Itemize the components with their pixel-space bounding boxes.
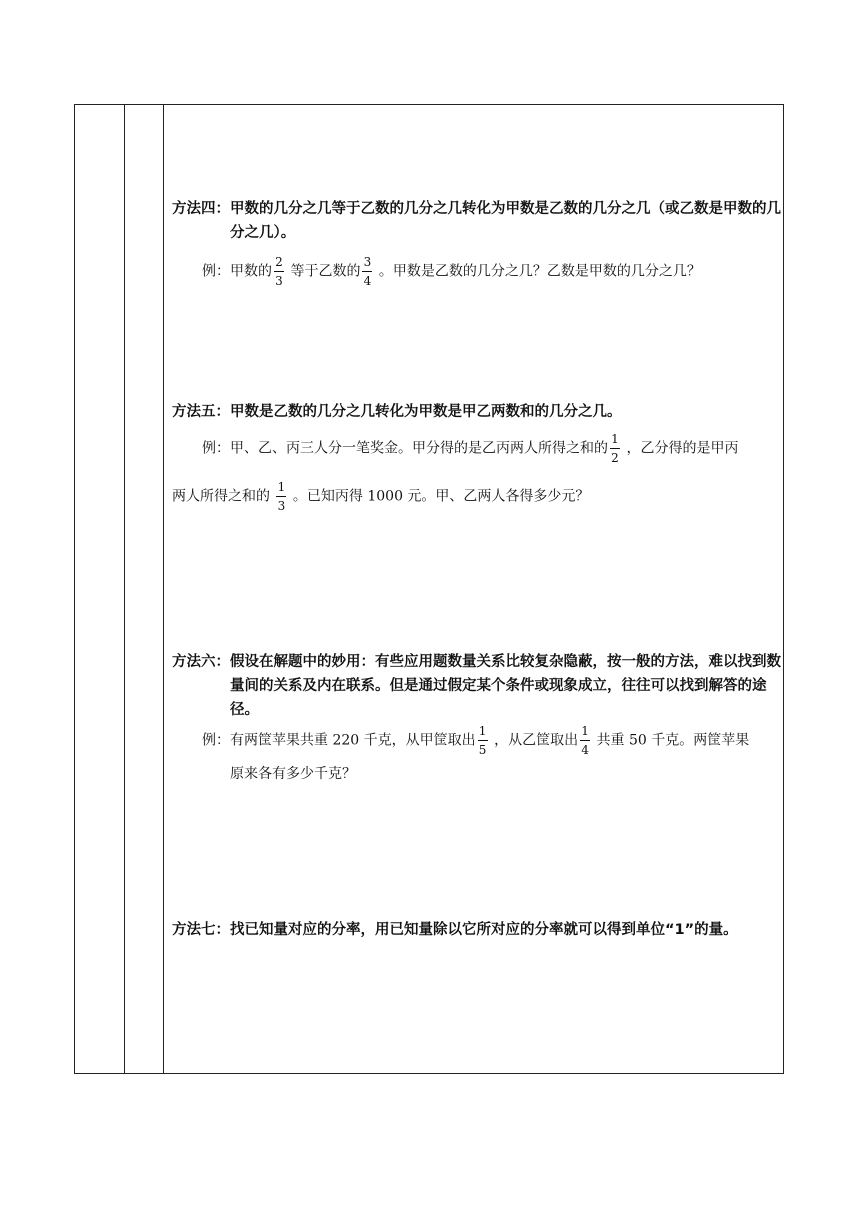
- method-seven: [172, 918, 782, 942]
- example-six-line1: [202, 722, 749, 759]
- fraction: $\frac{1}{2}$: [611, 432, 619, 465]
- example-text: 共重 50 千克。两筐苹果: [592, 732, 750, 749]
- fraction: $\frac{2}{3}$: [275, 255, 283, 288]
- fraction: $\frac{1}{5}$: [478, 724, 487, 757]
- method-tag: 方法五：: [172, 404, 230, 420]
- example-text: 例：甲数的: [202, 263, 272, 280]
- example-text: ，乙分得的是甲丙: [622, 440, 739, 457]
- method-text: 甲数是乙数的几分之几转化为甲数是甲乙两数和的几分之几。: [230, 404, 622, 420]
- fraction: $\frac{1}{3}$: [277, 480, 286, 513]
- column-divider-1: [124, 104, 125, 1074]
- method-tag: 方法七：: [172, 922, 230, 938]
- method-tag: 方法六：: [172, 654, 230, 670]
- example-four: [202, 253, 701, 290]
- example-text: 例：甲、乙、丙三人分一笔奖金。甲分得的是乙丙两人所得之和的: [202, 440, 608, 457]
- example-text: ，从乙筐取出: [489, 732, 579, 749]
- example-five-line2: [172, 478, 589, 515]
- example-six-line2: [230, 764, 356, 784]
- example-text: 例：有两筐苹果共重 220 千克，从甲筐取出: [202, 732, 476, 749]
- example-five-line1: [202, 430, 738, 467]
- fraction: $\frac{3}{4}$: [363, 255, 372, 288]
- method-text: 找已知量对应的分率，用已知量除以它所对应的分率就可以得到单位“1”的量。: [230, 922, 738, 938]
- method-four: [172, 197, 782, 245]
- example-text: 。甲数是乙数的几分之几？乙数是甲数的几分之几？: [374, 263, 701, 280]
- example-text: 。已知丙得 1000 元。甲、乙两人各得多少元？: [288, 488, 590, 505]
- column-divider-2: [163, 104, 164, 1074]
- method-six: [172, 650, 782, 722]
- example-text: 两人所得之和的: [172, 488, 275, 505]
- example-text: 等于乙数的: [286, 263, 361, 280]
- method-text: 甲数的几分之几等于乙数的几分之几转化为甲数是乙数的几分之几（或乙数是甲数的几分之几）。: [230, 201, 781, 241]
- method-tag: 方法四：: [172, 201, 230, 217]
- method-five: [172, 400, 782, 424]
- example-text: 原来各有多少千克？: [230, 766, 356, 782]
- method-text: 假设在解题中的妙用：有些应用题数量关系比较复杂隐蔽，按一般的方法，难以找到数量间的关系及内在联系。但是通过假定某个条件或现象成立，往往可以找到解答的途径。: [230, 654, 781, 718]
- fraction: $\frac{1}{4}$: [581, 724, 589, 757]
